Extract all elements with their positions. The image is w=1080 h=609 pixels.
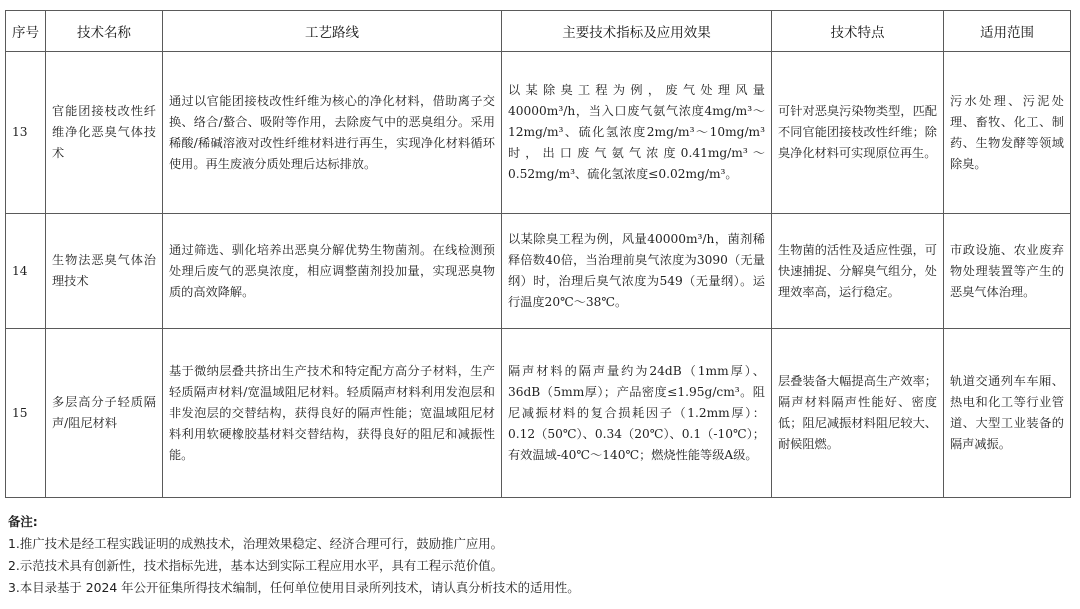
table-header-row	[6, 11, 1071, 52]
header-process-route: 工艺路线	[163, 11, 502, 52]
cell-features: 生物菌的活性及适应性强，可快速捕捉、分解臭气组分，处理效率高，运行稳定。	[772, 214, 944, 329]
cell-scope: 轨道交通列车车厢、热电和化工等行业管道、大型工业装备的隔声减振。	[944, 329, 1071, 498]
cell-features: 可针对恶臭污染物类型，匹配不同官能团接枝改性纤维；除臭净化材料可实现原位再生。	[772, 52, 944, 214]
notes-title: 备注:	[8, 514, 38, 529]
header-features: 技术特点	[772, 11, 944, 52]
table-row	[6, 214, 1071, 329]
table-row	[6, 52, 1071, 214]
note-line: 3.本目录基于 2024 年公开征集所得技术编制，任何单位使用目录所列技术，请认真分析技术的适用性。	[8, 580, 580, 595]
header-indicators: 主要技术指标及应用效果	[502, 11, 772, 52]
cell-technology-name: 官能团接枝改性纤维净化恶臭气体技术	[46, 52, 163, 214]
cell-scope: 污水处理、污泥处理、畜牧、化工、制药、生物发酵等领域除臭。	[944, 52, 1071, 214]
cell-scope: 市政设施、农业废弃物处理装置等产生的恶臭气体治理。	[944, 214, 1071, 329]
header-technology-name: 技术名称	[46, 11, 163, 52]
table-row	[6, 329, 1071, 498]
cell-process-route: 通过筛选、驯化培养出恶臭分解优势生物菌剂。在线检测预处理后废气的恶臭浓度，相应调整菌剂投加量，实现恶臭物质的高效降解。	[163, 214, 502, 329]
cell-technology-name: 生物法恶臭气体治理技术	[46, 214, 163, 329]
cell-technology-name: 多层高分子轻质隔声/阻尼材料	[46, 329, 163, 498]
cell-features: 层叠装备大幅提高生产效率；隔声材料隔声性能好、密度低；阻尼减振材料阻尼较大、耐候阻燃。	[772, 329, 944, 498]
header-serial-number: 序号	[6, 11, 46, 52]
header-scope: 适用范围	[944, 11, 1071, 52]
cell-indicators: 以某除臭工程为例，风量40000m³/h，菌剂稀释倍数40倍，当治理前臭气浓度为3090（无量纲）时，治理后臭气浓度为549（无量纲）。运行温度20℃～38℃。	[502, 214, 772, 329]
notes-section	[8, 510, 1068, 599]
cell-process-route: 基于微纳层叠共挤出生产技术和特定配方高分子材料，生产轻质隔声材料/宽温域阻尼材料。轻质隔声材料利用发泡层和非发泡层的交替结构，获得良好的隔声性能；宽温域阻尼材料利用软硬橡胶基材料交替结构，获得良好的阻尼和减振性能。	[163, 329, 502, 498]
cell-serial-number: 13	[6, 52, 46, 214]
cell-serial-number: 14	[6, 214, 46, 329]
cell-indicators: 隔声材料的隔声量约为24dB（1mm厚）、36dB（5mm厚）；产品密度≤1.95g/cm³。阻尼减振材料的复合损耗因子（1.2mm厚）：0.12（50℃）、0.34（20℃）、0.1（-10℃）；有效温域-40℃～140℃；燃烧性能等级A级。	[502, 329, 772, 498]
note-line: 1.推广技术是经工程实践证明的成熟技术，治理效果稳定、经济合理可行，鼓励推广应用。	[8, 536, 504, 551]
cell-indicators: 以某除臭工程为例，废气处理风量40000m³/h，当入口废气氨气浓度4mg/m³～12mg/m³、硫化氢浓度2mg/m³～10mg/m³时，出口废气氨气浓度0.41mg/m³～0.52mg/m³、硫化氢浓度≤0.02mg/m³。	[502, 52, 772, 214]
cell-serial-number: 15	[6, 329, 46, 498]
technology-catalog-table	[5, 10, 1071, 498]
note-line: 2.示范技术具有创新性，技术指标先进，基本达到实际工程应用水平，具有工程示范价值。	[8, 558, 504, 573]
cell-process-route: 通过以官能团接枝改性纤维为核心的净化材料，借助离子交换、络合/螯合、吸附等作用，去除废气中的恶臭组分。采用稀酸/稀碱溶液对改性纤维材料进行再生，实现净化材料循环使用。再生废液分质处理后达标排放。	[163, 52, 502, 214]
